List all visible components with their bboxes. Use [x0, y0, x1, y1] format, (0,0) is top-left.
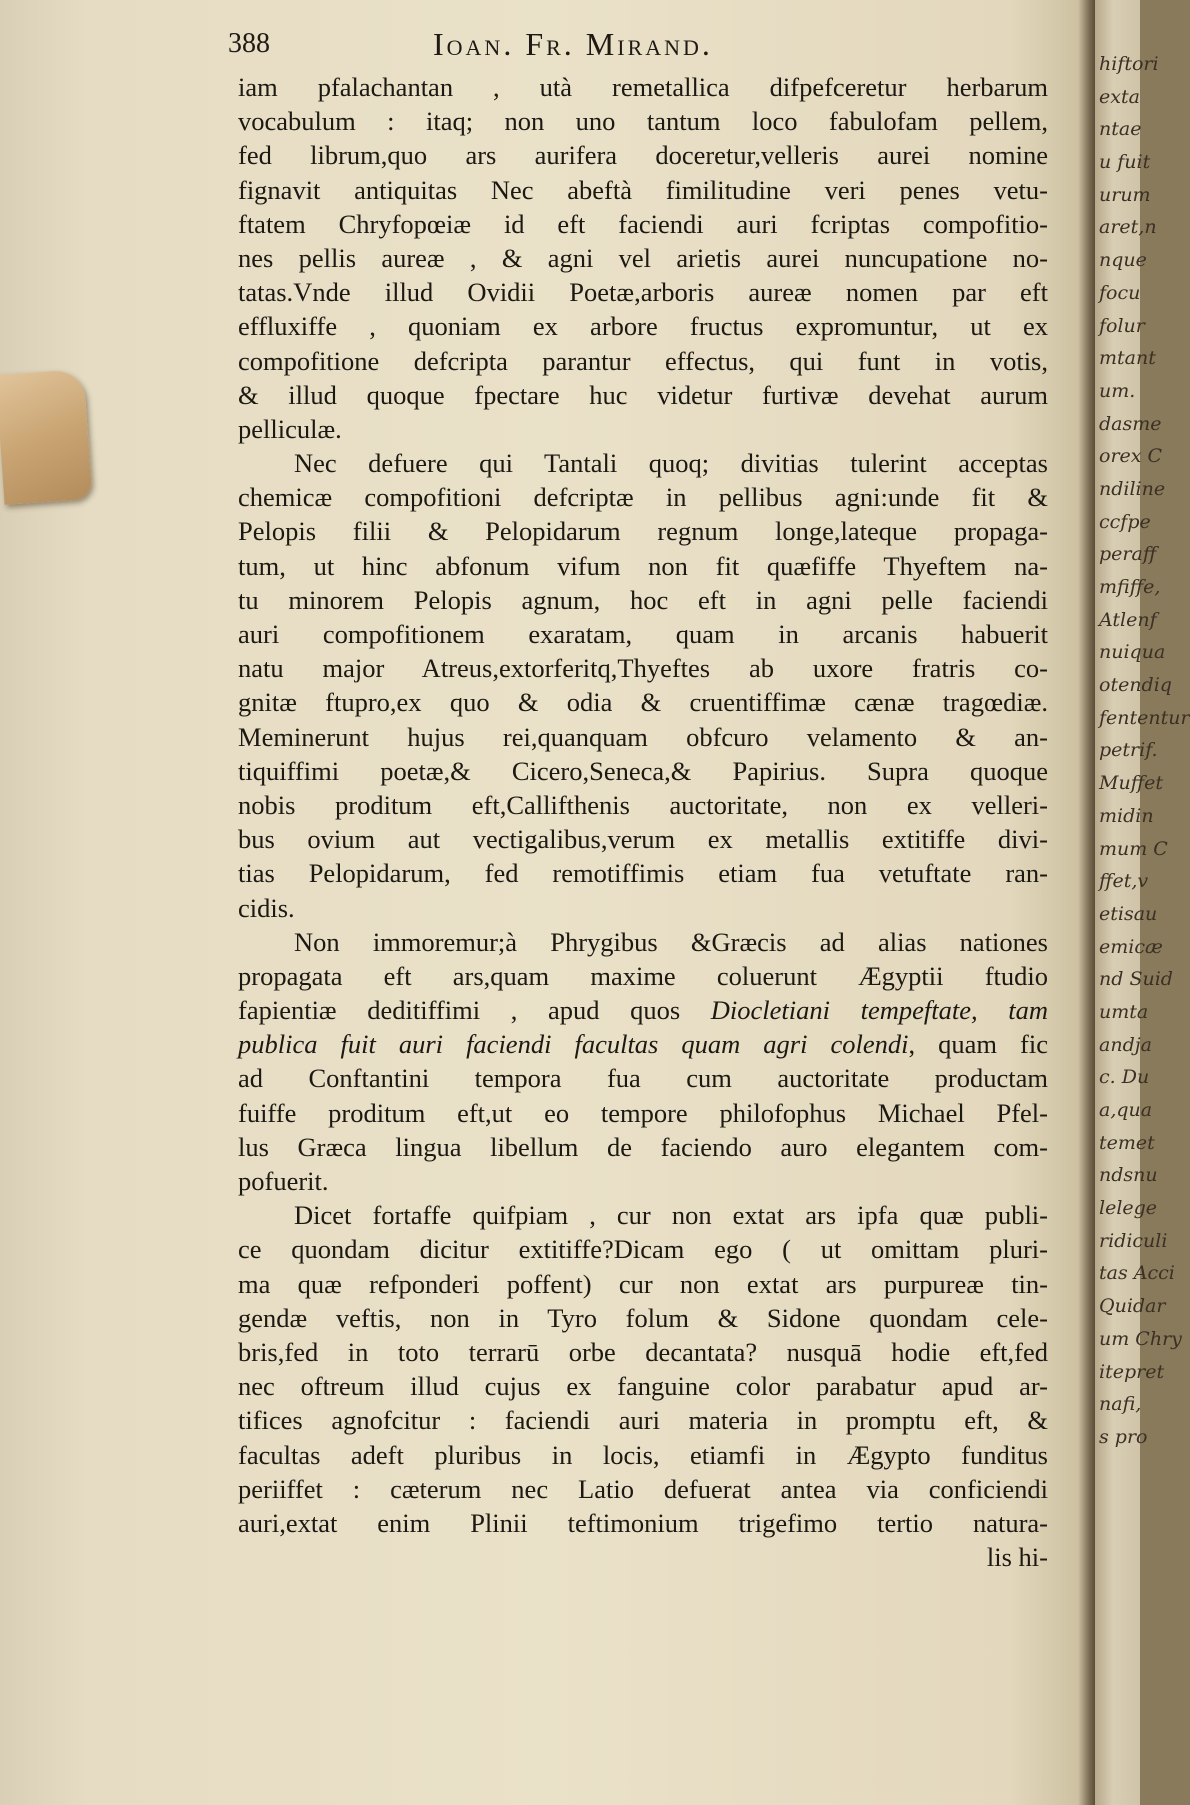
facing-fragment: hiftori	[1099, 53, 1159, 75]
text-line: Non immoremur;à Phrygibus &Græcis ad alias nationes	[294, 926, 1048, 957]
facing-fragment: u fuit	[1099, 151, 1151, 174]
text-line: nobis proditum eft,Callifthenis auctoritate, non ex velleri-	[238, 789, 1048, 820]
facing-fragment: Muffet	[1099, 772, 1164, 795]
text-line: cidis.	[238, 892, 295, 923]
facing-fragment: peraff	[1099, 543, 1157, 566]
text-line: publica fuit auri faciendi facultas quam agri colendi, quam fic	[238, 1029, 1048, 1060]
facing-fragment: mfiffe,	[1099, 576, 1161, 598]
facing-fragment: ndiline	[1099, 477, 1166, 500]
text-line: gendæ veftis, non in Tyro folum & Sidone quondam cele-	[238, 1302, 1048, 1333]
facing-fragment: nafi,	[1099, 1393, 1142, 1416]
text-line: tias Pelopidarum, fed remotiffimis etiam fua vetuftate ran-	[238, 858, 1048, 889]
text-line: facultas adeft pluribus in locis, etiamfi in Ægypto funditus	[238, 1439, 1048, 1470]
facing-fragment: midin	[1099, 804, 1154, 827]
text-line: vocabulum : itaq; non uno tantum loco fabulofam pellem,	[238, 106, 1048, 137]
facing-fragment: umta	[1099, 1000, 1149, 1023]
body-text	[238, 70, 1048, 1574]
facing-fragment: fententur	[1099, 706, 1190, 729]
text-line: lus Græca lingua libellum de faciendo auro elegantem com-	[238, 1131, 1048, 1162]
text-line: auri compofitionem exaratam, quam in arcanis habuerit	[238, 619, 1048, 649]
facing-fragment: um.	[1099, 379, 1136, 402]
text-line: auri,extat enim Plinii teftimonium trigefimo tertio natura-	[238, 1507, 1048, 1538]
text-line: fuiffe proditum eft,ut eo tempore philofophus Michael Pfel-	[238, 1097, 1048, 1128]
facing-fragment: andja	[1099, 1033, 1152, 1056]
facing-fragment: etisau	[1099, 902, 1158, 925]
text-line: tu minorem Pelopis agnum, hoc eft in agni pelle faciendi	[238, 584, 1048, 615]
text-line: tum, ut hinc abfonum vifum non fit quæfiffe Thyeftem na-	[238, 550, 1048, 581]
text-line: tiquiffimi poetæ,& Cicero,Seneca,& Papirius. Supra quoque	[238, 755, 1048, 786]
text-line: nec oftreum illud cujus ex fanguine color parabatur apud ar-	[238, 1371, 1048, 1402]
text-line: bus ovium aut vectigalibus,verum ex metallis extitiffe divi-	[238, 824, 1048, 855]
running-head	[228, 24, 1068, 68]
text-line: compofitione defcripta parantur effectus, qui funt in votis,	[238, 345, 1048, 376]
facing-fragment: petrif.	[1099, 739, 1158, 762]
facing-fragment: lelege	[1099, 1197, 1158, 1220]
facing-fragment: ndsnu	[1099, 1164, 1158, 1187]
facing-fragment: focu	[1099, 281, 1141, 304]
text-line: fed librum,quo ars aurifera doceretur,velleris aurei nomine	[238, 140, 1048, 171]
facing-fragment: mtant	[1099, 347, 1156, 370]
facing-fragment: temet	[1099, 1131, 1155, 1154]
facing-fragment: orex C	[1099, 445, 1163, 468]
text-line: pelliculæ.	[238, 413, 342, 444]
text-line: Nec defuere qui Tantali quoq; divitias tulerint acceptas	[294, 448, 1048, 479]
text-line: tatas.Vnde illud Ovidii Poetæ,arboris aureæ nomen par eft	[238, 277, 1048, 308]
text-line: Dicet fortaffe quifpiam , cur non extat ars ipfa quæ publi-	[294, 1200, 1048, 1231]
italic-quotation: Diocletiani tempeftate, tam	[710, 995, 1048, 1026]
text-line: periiffet : cæterum nec Latio defuerat antea via conficiendi	[238, 1473, 1048, 1504]
facing-fragment: mum C	[1099, 837, 1168, 860]
text-line: & illud quoque fpectare huc videtur furtivæ devehat aurum	[238, 379, 1048, 410]
facing-fragment: Atlenf	[1099, 608, 1157, 631]
facing-fragment: Quidar	[1099, 1295, 1166, 1318]
facing-fragment: um Chry	[1099, 1327, 1182, 1350]
facing-fragment: c. Du	[1099, 1066, 1150, 1089]
text-line: tifices agnofcitur : faciendi auri materia in promptu eft, &	[238, 1405, 1048, 1436]
text-line: iam pfalachantan , utà remetallica difpefceretur herbarum	[238, 72, 1048, 102]
text-line: natu major Atreus,extorferitq,Thyeftes ab uxore fratris co-	[238, 653, 1048, 684]
italic-quotation: publica fuit auri faciendi facultas quam agri colendi	[238, 1029, 909, 1060]
facing-fragment: otendiq	[1099, 674, 1172, 697]
page-number: 388	[228, 28, 270, 59]
facing-fragment: nque	[1099, 249, 1147, 272]
facing-fragment: nuiqua	[1099, 641, 1166, 664]
text-line: fignavit antiquitas Nec abeftà fimilitudine veri penes vetu-	[238, 174, 1048, 205]
facing-fragment: urum	[1099, 183, 1151, 206]
facing-fragment: folur	[1099, 314, 1145, 337]
text-line: ce quondam dicitur extitiffe?Dicam ego ( ut omittam pluri-	[238, 1234, 1048, 1265]
text-line: gnitæ ftupro,ex quo & odia & cruentiffimæ cænæ tragœdiæ.	[238, 687, 1048, 718]
text-line: effluxiffe , quoniam ex arbore fructus expromuntur, ut ex	[238, 311, 1048, 342]
facing-fragment: tas Acci	[1099, 1262, 1175, 1285]
facing-fragment: ccfpe	[1099, 510, 1151, 533]
facing-fragment: s pro	[1099, 1425, 1148, 1448]
running-title: Ioan. Fr. Mirand.	[433, 26, 713, 62]
facing-fragment: itepret	[1099, 1360, 1165, 1383]
text-line: fapientiæ deditiffimi , apud quos Diocletiani tempeftate, tam	[238, 995, 1048, 1026]
text-line: Pelopis filii & Pelopidarum regnum longe,lateque propaga-	[238, 516, 1048, 547]
text-line: ad Conftantini tempora fua cum auctoritate productam	[238, 1063, 1048, 1094]
text-line: propagata eft ars,quam maxime coluerunt Ægyptii ftudio	[238, 960, 1048, 991]
facing-fragment: nd Suid	[1099, 968, 1173, 991]
text-line: ftatem Chryfopœiæ id eft faciendi auri fcriptas compofitio-	[238, 208, 1048, 239]
facing-fragment: emicæ	[1099, 935, 1163, 958]
text-line: nes pellis aureæ , & agni vel arietis aurei nuncupatione no-	[238, 242, 1048, 273]
facing-fragment: aret,n	[1099, 216, 1157, 239]
text-line: lis hi-	[986, 1542, 1048, 1573]
facing-fragment: ntae	[1099, 118, 1142, 141]
text-line: bris,fed in toto terrarū orbe decantata? nusquā hodie eft,fed	[238, 1336, 1048, 1367]
text-line: ma quæ refponderi poffent) cur non extat ars purpureæ tin-	[238, 1268, 1048, 1299]
facing-fragment: exta	[1099, 85, 1140, 108]
facing-fragment: a,qua	[1099, 1099, 1153, 1121]
text-line: chemicæ compofitioni defcriptæ in pellibus agni:unde fit &	[238, 482, 1048, 513]
page-marker-tab	[0, 369, 92, 505]
facing-fragment: dasme	[1099, 412, 1162, 435]
text-line: pofuerit.	[238, 1166, 329, 1196]
facing-fragment: ridiculi	[1099, 1229, 1168, 1252]
facing-page-fragments	[1095, 48, 1190, 1454]
text-line: Meminerunt hujus rei,quanquam obfcuro velamento & an-	[238, 721, 1048, 752]
facing-fragment: ffet,v	[1099, 870, 1149, 893]
facing-page-edge	[1095, 0, 1190, 1805]
